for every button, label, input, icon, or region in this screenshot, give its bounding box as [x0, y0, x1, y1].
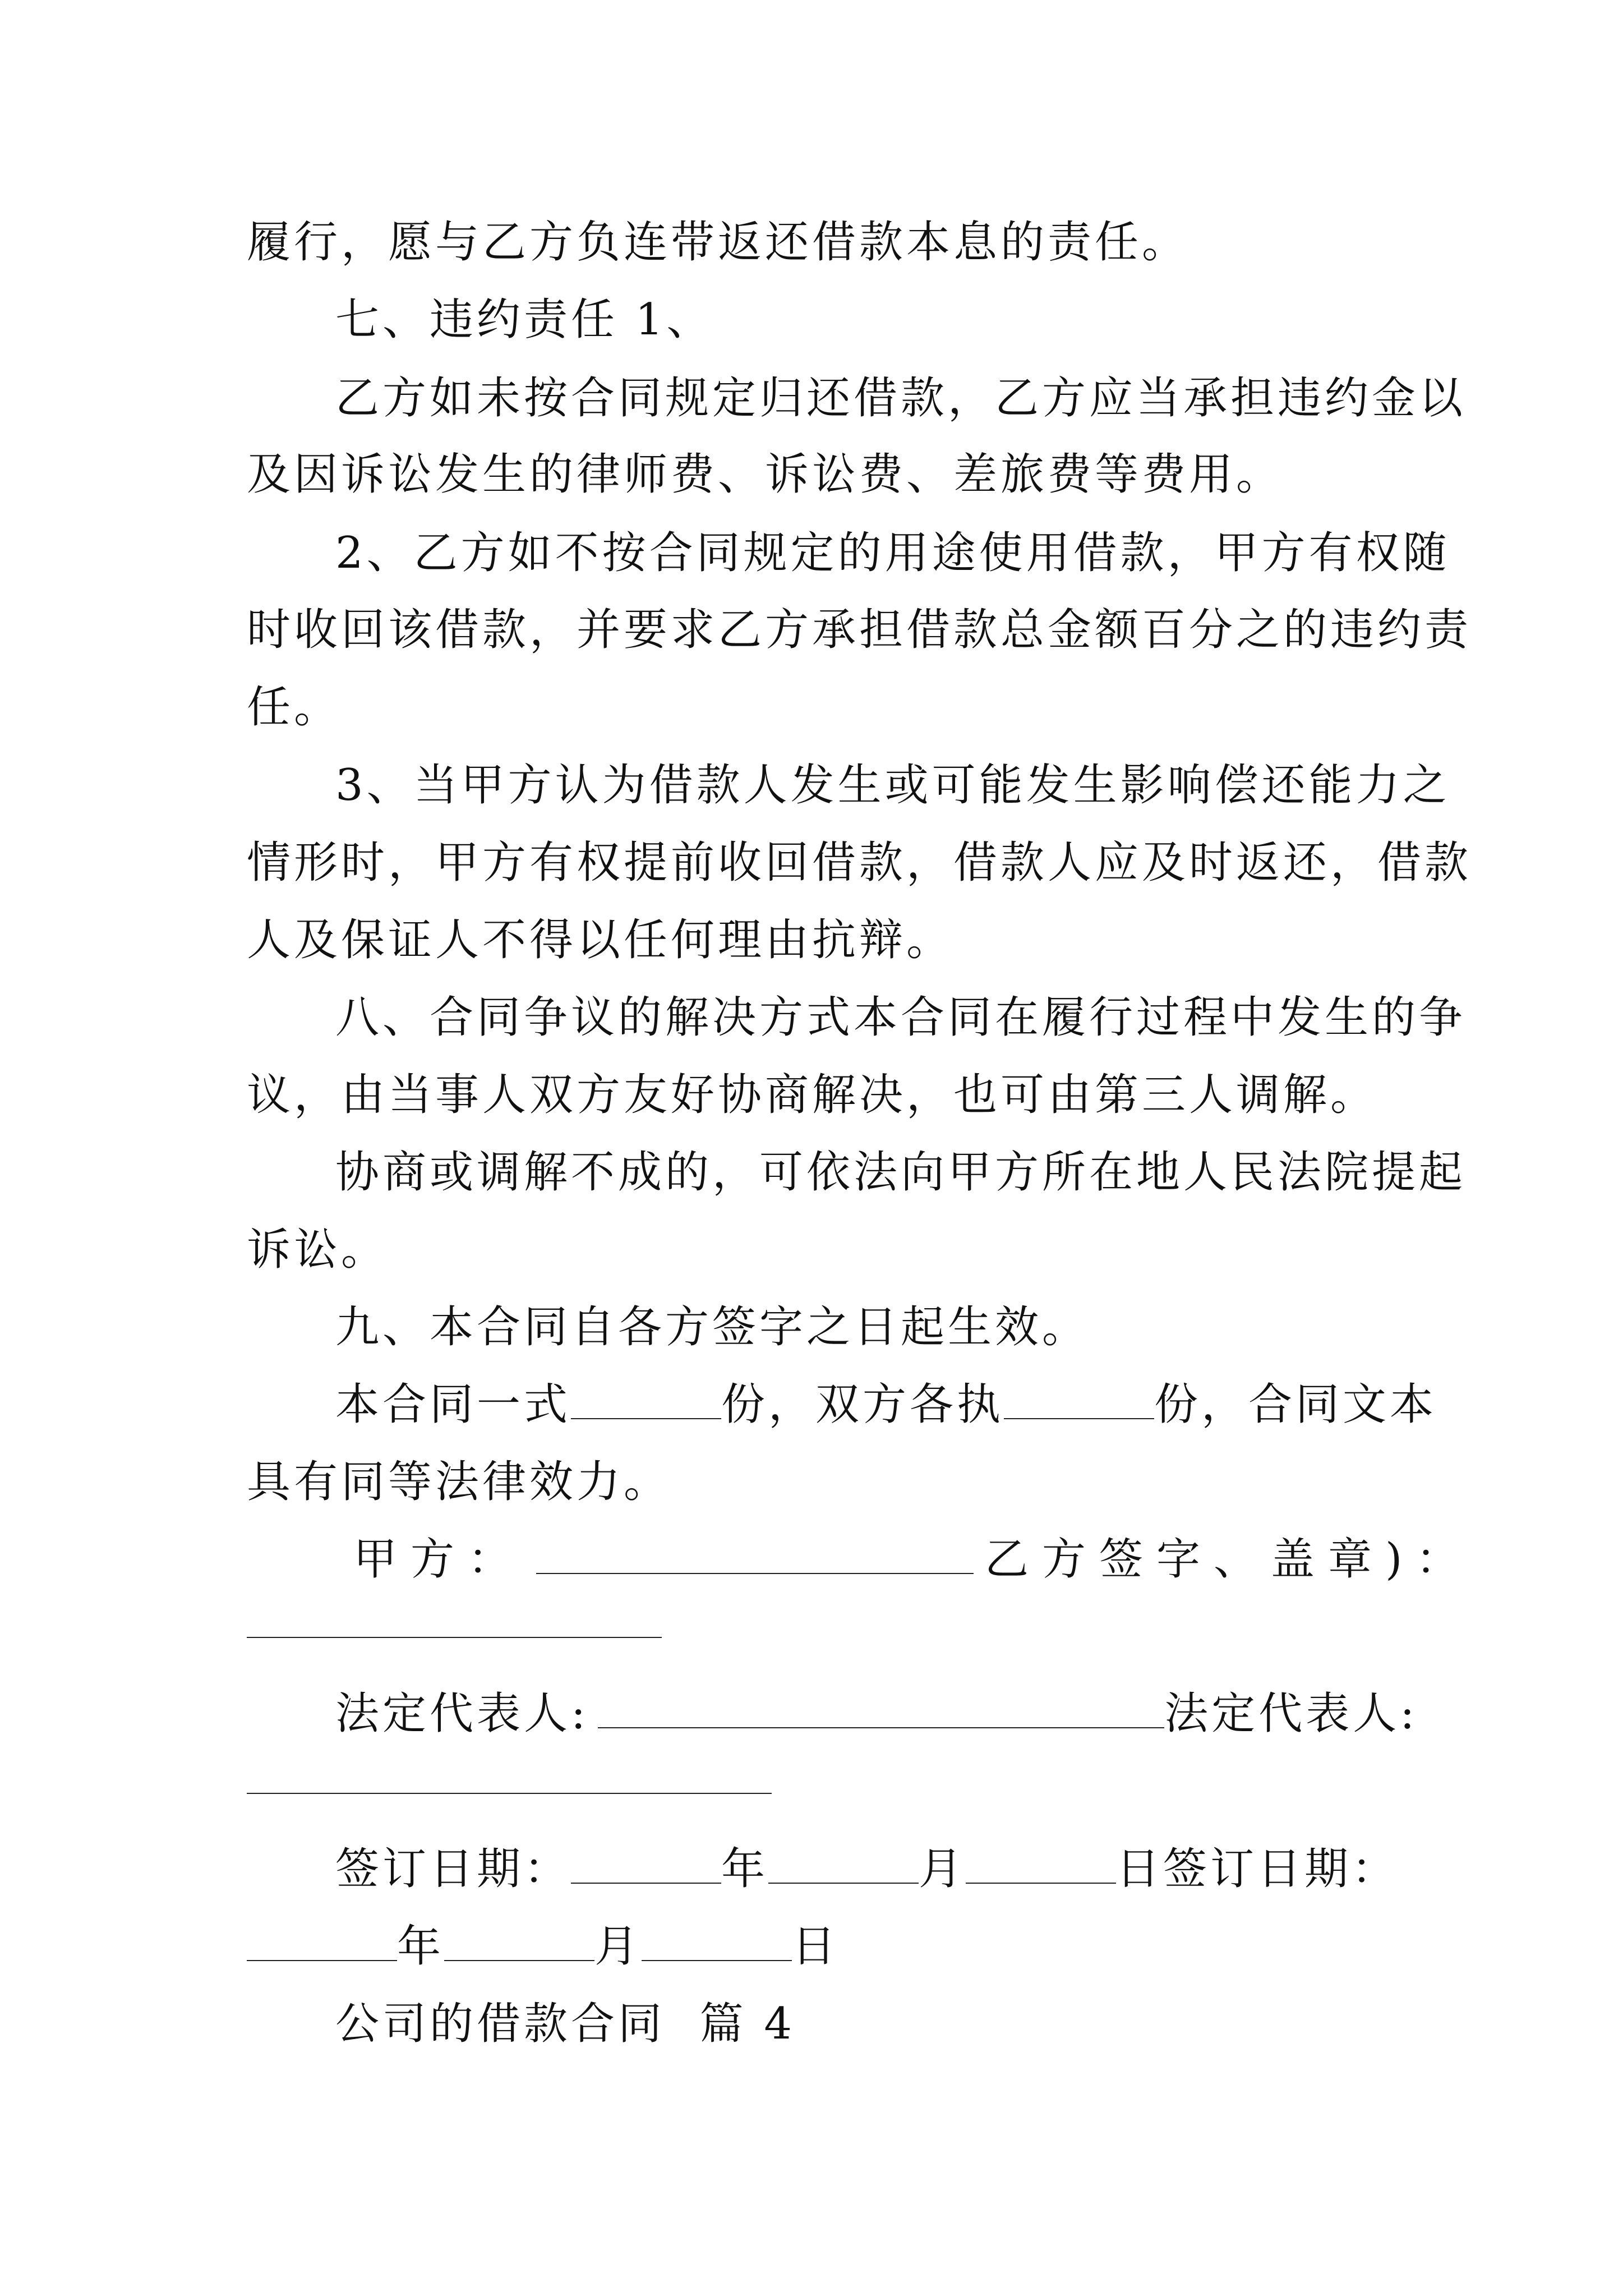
- paragraph-line-5: 2、乙方如不按合同规定的用途使用借款，甲方有权随: [335, 528, 1450, 578]
- section-8-line-1: 八、合同争议的解决方式本合同在履行过程中发生的争: [335, 992, 1467, 1043]
- paragraph-line-3: 乙方如未按合同规定归还借款，乙方应当承担违约金以: [335, 373, 1467, 424]
- copies-text-2: 份，双方各执: [721, 1379, 1004, 1430]
- year-b-label: 年: [397, 1921, 445, 1972]
- year-a-label: 年: [721, 1844, 769, 1894]
- section-8-line-2: 议，由当事人双方友好协商解决，也可由第三人调解。: [247, 1070, 1378, 1120]
- paragraph-line-1: 履行，愿与乙方负连带返还借款本息的责任。: [247, 217, 1189, 268]
- party-a-label: 甲方：: [353, 1534, 525, 1585]
- party-b-label: 乙方签字、盖章)：: [985, 1534, 1473, 1585]
- paragraph-line-9: 情形时，甲方有权提前收回借款，借款人应及时返还，借款: [247, 838, 1472, 888]
- paragraph-line-4: 及因诉讼发生的律师费、诉讼费、差旅费等费用。: [247, 449, 1284, 500]
- year-a-blank: [571, 1843, 721, 1884]
- sign-date-a-label: 签订日期：: [335, 1844, 571, 1894]
- copies-line: [335, 1377, 1437, 1433]
- legal-rep-a-label: 法定代表人:: [335, 1688, 589, 1739]
- sign-date-b-line: [247, 1918, 839, 1975]
- sign-date-line: [335, 1841, 1399, 1897]
- month-a-label: 月: [919, 1844, 966, 1894]
- next-section-title: 公司的借款合同 篇 4: [335, 1999, 796, 2049]
- section-8-line-4: 诉讼。: [247, 1225, 389, 1275]
- paragraph-line-10: 人及保证人不得以任何理由抗辩。: [247, 915, 954, 965]
- year-b-blank: [247, 1921, 397, 1961]
- copies-text-1: 本合同一式: [335, 1379, 571, 1430]
- party-b-blank: [247, 1637, 662, 1638]
- day-b-blank: [642, 1921, 792, 1961]
- paragraph-line-7: 任。: [247, 682, 342, 733]
- section-7-heading: 七、违约责任 1、: [335, 295, 714, 345]
- legal-rep-a-blank: [598, 1688, 1164, 1728]
- legal-rep-b-label: 法定代表人:: [1164, 1688, 1418, 1739]
- month-a-blank: [768, 1843, 919, 1884]
- copies-total-blank: [571, 1379, 721, 1419]
- legal-rep-b-blank: [247, 1793, 772, 1794]
- paragraph-line-8: 3、当甲方认为借款人发生或可能发生影响偿还能力之: [335, 760, 1450, 811]
- paragraph-line-6: 时收回该借款，并要求乙方承担借款总金额百分之的违约责: [247, 605, 1472, 655]
- copies-text-3: 份，合同文本: [1154, 1379, 1437, 1430]
- section-9-heading: 九、本合同自各方签字之日起生效。: [335, 1302, 1090, 1352]
- copies-each-blank: [1004, 1379, 1154, 1419]
- month-b-blank: [444, 1921, 594, 1961]
- month-b-label: 月: [594, 1921, 642, 1972]
- day-b-label: 日: [792, 1921, 840, 1972]
- party-a-blank: [536, 1534, 974, 1574]
- legal-rep-line: [335, 1686, 1418, 1742]
- copies-line-2: 具有同等法律效力。: [247, 1457, 671, 1507]
- day-a-blank: [966, 1843, 1116, 1884]
- party-signature-line: [353, 1531, 1473, 1588]
- day-a-and-sign-date-b-label: 日签订日期：: [1116, 1844, 1399, 1894]
- section-8-line-3: 协商或调解不成的，可依法向甲方所在地人民法院提起: [335, 1147, 1467, 1198]
